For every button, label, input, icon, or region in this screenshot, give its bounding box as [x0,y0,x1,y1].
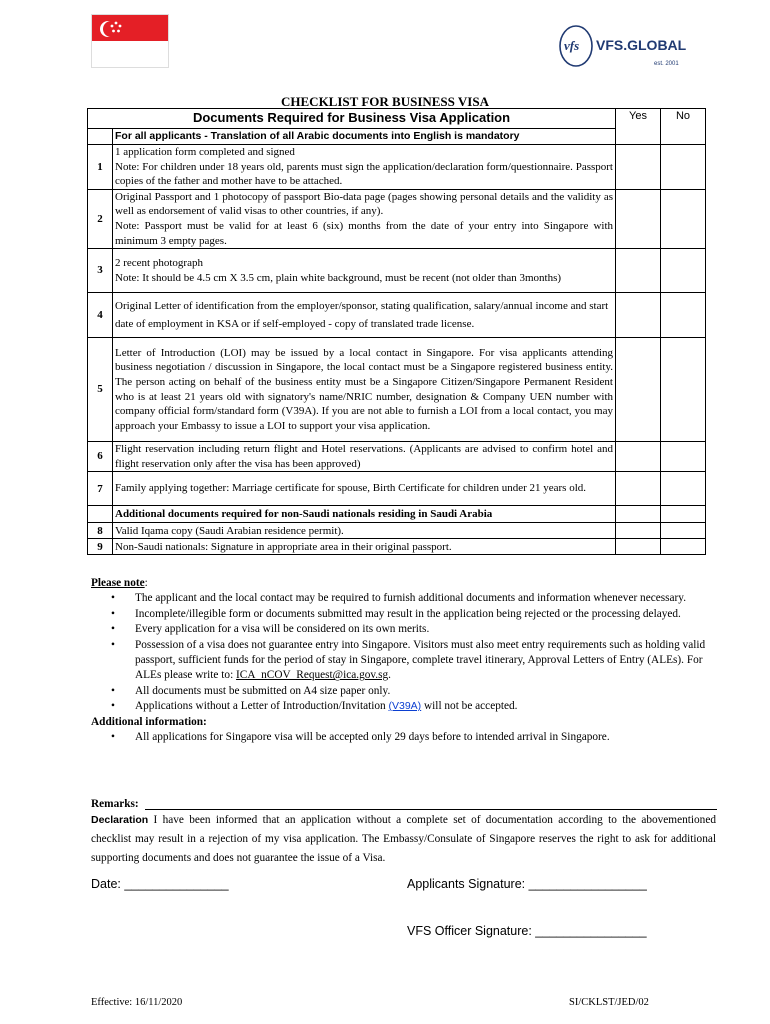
yes-checkbox[interactable] [616,249,661,293]
singapore-flag-icon [91,14,169,68]
officer-signature-field[interactable]: VFS Officer Signature: ________________ [407,924,647,938]
notes-section: Please note: • The applicant and the local contact may be required to furnish additional documents and information whenever necessary. • Incomplete/illegible form or documents submitted may result in the application being rejected or the processing delayed. • Every application for a visa will be considered on its own merits. • Possession of a visa does not guarantee entry into Singapore. Visitors must also meet entry requirements such as holding valid passport, sufficient funds for the period of stay in Singapore, complete travel itinerary, Approval Letters of Entry (ALEs). For ALEs please write to: ICA_nCOV_Request@ica.gov.sg. • All documents must be submitted on A4 size paper only. • Applications without a Letter of Introduction/Invitation (V39A) will not be accepted. Additional information: • All applications for Singapore visa will be accepted only 29 days before to intended arrival in Singapore. [91,576,711,745]
yes-checkbox[interactable] [616,442,661,472]
vfs-global-logo [556,18,686,74]
table-row [88,145,706,190]
v39a-link[interactable]: (V39A) [388,700,422,713]
row-text: Letter of Introduction (LOI) may be issued by a local contact in Singapore. For visa applicants attending business negotiation / discussion in Singapore, the local contact must be a Singapore registered business entity. The person acting on behalf of the business entity must be a Singapore Citizen/Singapore Permanent Resident who is at least 21 years old with signatory's name/NRIC number, designation & Company UEN number with company official form/standard form (V39A). If you are not able to furnish a LOI from a local contact, you may approach your Embassy to issue a LOI to support your visa application. [115,346,613,432]
no-column-header: No [661,109,706,145]
row-number: 9 [88,539,113,555]
list-item: • The applicant and the local contact may be required to furnish additional documents and information whenever necessary. [135,591,711,606]
checklist-table [87,108,706,555]
table-row [88,338,706,442]
remarks-section [91,797,716,868]
applicant-signature-field[interactable]: Applicants Signature: _________________ [407,877,647,891]
no-checkbox[interactable] [661,539,706,555]
table-row [88,523,706,539]
row-text: Non-Saudi nationals: Signature in appropriate area in their original passport. [113,539,616,555]
row-number: 1 [88,145,113,190]
yes-checkbox[interactable] [616,145,661,190]
list-item: • Incomplete/illegible form or documents submitted may result in the application being rejected or the processing delayed. [135,607,711,622]
table-row [88,442,706,472]
date-field[interactable]: Date: _______________ [91,877,229,891]
no-checkbox[interactable] [661,249,706,293]
row-number: 2 [88,189,113,248]
row-number: 8 [88,523,113,539]
table-heading: Documents Required for Business Visa Application [88,109,616,129]
notes-list [91,591,711,714]
list-item: • All documents must be submitted on A4 size paper only. [135,684,711,699]
remarks-heading: Remarks: [91,798,139,810]
row-text: Flight reservation including return flight and Hotel reservations. (Applicants are advised to confirm hotel and flight reservation only after the visa has been approved) [115,443,613,470]
row-text: 1 application form completed and signed [115,146,295,158]
row-number: 3 [88,249,113,293]
row-text: Original Passport and 1 photocopy of passport Bio-data page (pages showing personal details and the validity as well as endorsement of valid visas to other countries, if any). [115,190,613,218]
yes-checkbox[interactable] [616,539,661,555]
declaration-label: Declaration [91,814,149,826]
yes-column-header: Yes [616,109,661,145]
row-text: Valid Iqama copy (Saudi Arabian residence permit). [113,523,616,539]
table-row [88,189,706,248]
row-note: Note: Passport must be valid for at least 6 (six) months from the date of your entry into Singapore with minimum 3 empty pages. [115,219,613,247]
no-checkbox[interactable] [661,442,706,472]
no-checkbox[interactable] [661,523,706,539]
yes-checkbox[interactable] [616,338,661,442]
row-number: 4 [88,293,113,338]
declaration-text: I have been informed that an application without a complete set of documentation according to the abovementioned checklist may result in a rejection of my visa application. The Embassy/Consulate of Singapore reserves the right to ask for additional supporting documents and does not guarantee the issue of a Visa. [91,814,716,864]
yes-checkbox[interactable] [616,293,661,338]
ica-email-link[interactable]: ICA_nCOV_Request@ica.gov.sg [236,669,389,682]
yes-checkbox[interactable] [616,472,661,506]
page-title: CHECKLIST FOR BUSINESS VISA [281,94,489,109]
row-text: Original Letter of identification from the employer/sponsor, stating qualification, salary/annual income and start date of employment in KSA or if self-employed - copy of translated trade license. [115,300,609,331]
yes-checkbox[interactable] [616,523,661,539]
row-number: 5 [88,338,113,442]
list-item: • Possession of a visa does not guarantee entry into Singapore. Visitors must also meet entry requirements such as holding valid passport, sufficient funds for the period of stay in Singapore, complete travel itinerary, Approval Letters of Entry (ALEs). For ALEs please write to: ICA_nCOV_Request@ica.gov.sg. [135,638,711,684]
no-checkbox[interactable] [661,145,706,190]
vfs-logo-text: VFS.GLOBAL [596,37,686,53]
subheading-all-applicants: For all applicants - Translation of all Arabic documents into English is mandatory [113,129,616,145]
row-number: 6 [88,442,113,472]
no-checkbox[interactable] [661,293,706,338]
document-code: SI/CKLST/JED/02 [569,997,649,1008]
list-item: • Applications without a Letter of Introduction/Invitation (V39A) will not be accepted. [135,699,711,714]
divider [145,809,717,810]
table-row [88,472,706,506]
row-note: Note: For children under 18 years old, parents must sign the application/declaration form/questionnaire. Passport copies of the father and mother have to be attached. [115,160,613,188]
no-checkbox[interactable] [661,189,706,248]
additional-info-heading: Additional information: [91,715,207,728]
vfs-logo-sub: est. 2001 [654,61,679,67]
row-number: 7 [88,472,113,506]
row-text: Family applying together: Marriage certificate for spouse, Birth Certificate for children under 21 years old. [115,482,587,495]
table-row [88,249,706,293]
no-checkbox[interactable] [661,472,706,506]
table-row [88,539,706,555]
effective-date: Effective: 16/11/2020 [91,997,183,1008]
table-row [88,293,706,338]
no-checkbox[interactable] [661,338,706,442]
row-text: 2 recent photograph [115,257,203,270]
vfs-logo-mark: vfs [564,38,580,53]
notes-heading: Please note [91,577,145,589]
list-item: • Every application for a visa will be considered on its own merits. [135,622,711,637]
list-item: • All applications for Singapore visa will be accepted only 29 days before to intended arrival in Singapore. [135,730,711,745]
yes-checkbox[interactable] [616,189,661,248]
subheading-non-saudi: Additional documents required for non-Saudi nationals residing in Saudi Arabia [113,506,616,523]
row-note: Note: It should be 4.5 cm X 3.5 cm, plain white background, must be recent (not older than 3months) [115,271,562,284]
